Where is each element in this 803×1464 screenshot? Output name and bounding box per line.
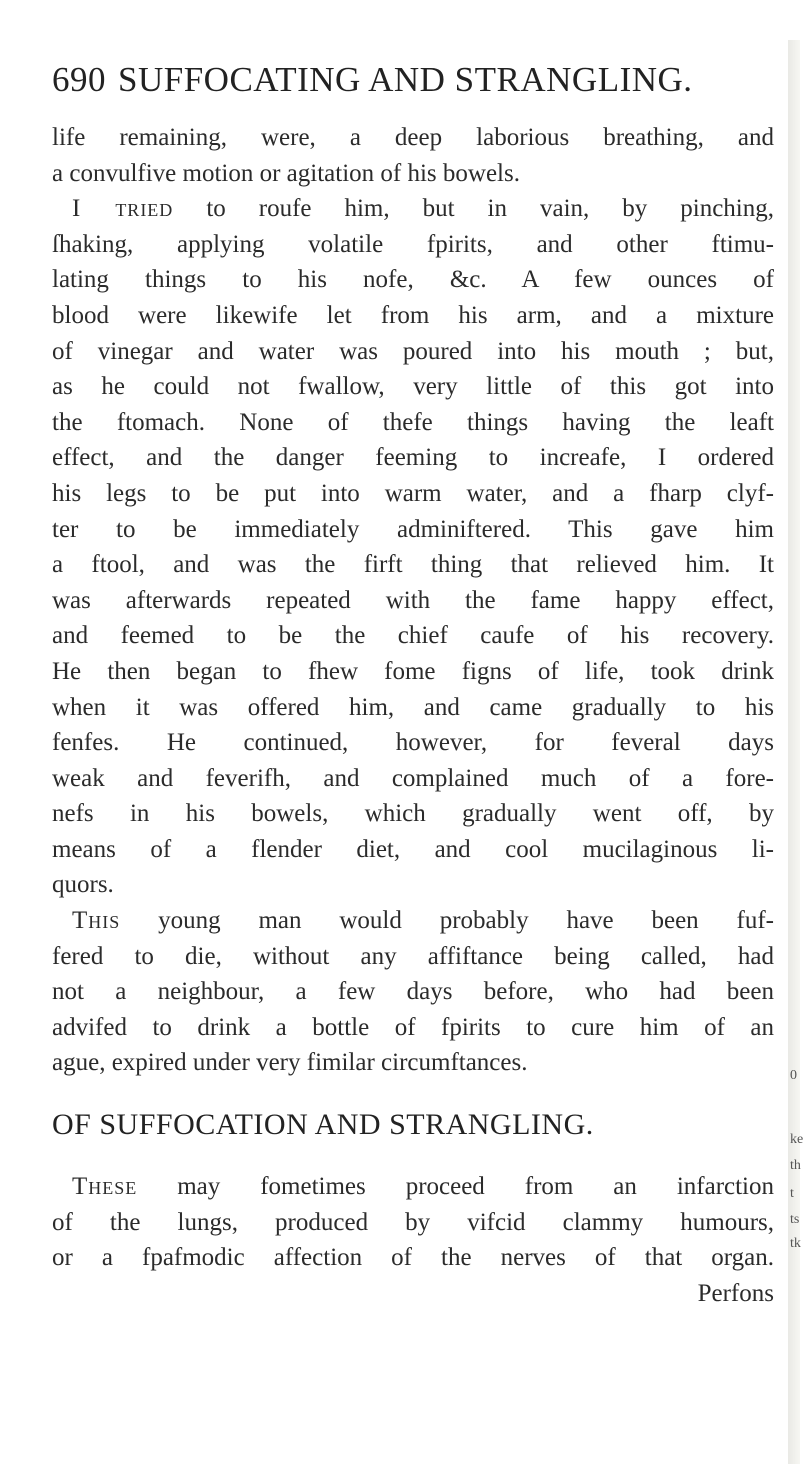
body-text (52, 120, 774, 1311)
text-line: of the lungs, produced by vifcid clammy humours, (52, 1208, 774, 1236)
paragraph (52, 120, 774, 191)
paragraph-lead: This (72, 907, 121, 935)
text-line (52, 191, 774, 227)
paragraph-lead: I tried (72, 195, 174, 223)
paragraph (52, 191, 774, 903)
text-line: weak and feverifh, and complained much of a fore- (52, 764, 774, 792)
text-line: his legs to be put into warm water, and a fharp clyf- (52, 479, 774, 507)
running-title: SUFFOCATING AND STRANGLING. (118, 60, 693, 99)
text-line: was afterwards repeated with the fame happy effect, (52, 586, 774, 614)
text-line: blood were likewife let from his arm, and a mixture (52, 301, 774, 329)
text-line: not a neighbour, a few days before, who had been (52, 978, 774, 1006)
text-line (52, 1169, 774, 1205)
edge-mark: 0 (790, 1068, 797, 1083)
paragraph (52, 903, 774, 1081)
edge-mark: ts (790, 1212, 800, 1227)
text-line: life remaining, were, a deep laborious breathing, and (52, 124, 774, 151)
text-line: advifed to drink a bottle of fpirits to cure him of an (52, 1013, 774, 1041)
text-line: lating things to his nofe, &c. A few ounces of (52, 266, 774, 294)
text-line: ague, expired under very fimilar circumftances. (52, 1049, 528, 1077)
text-line: He then began to fhew fome figns of life, took drink (52, 657, 774, 685)
text-line-rest: young man would probably have been fuf- (158, 907, 774, 935)
text-line: a convulfive motion or agitation of his bowels. (52, 159, 520, 187)
text-line-rest: may fometimes proceed from an infarction (177, 1173, 775, 1201)
edge-mark: th (790, 1158, 801, 1173)
text-line: fenfes. He continued, however, for feveral days (52, 729, 774, 757)
text-line: quors. (52, 871, 114, 899)
text-line: effect, and the danger feeming to increafe, I ordered (52, 444, 774, 472)
text-line: ter to be immediately adminiftered. This gave him (52, 515, 774, 543)
edge-mark: ke (790, 1132, 803, 1147)
section-heading: OF SUFFOCATION AND STRANGLING. (52, 1108, 594, 1142)
catchword: Perfons (697, 1279, 774, 1307)
text-line: nefs in his bowels, which gradually went off, by (52, 800, 774, 828)
text-line: as he could not fwallow, very little of this got into (52, 373, 774, 401)
edge-mark: tk (790, 1236, 801, 1251)
paragraph-lead: These (72, 1173, 138, 1201)
text-line: ſhaking, applying volatile fpirits, and other ftimu- (52, 230, 774, 258)
text-line-rest: to roufe him, but in vain, by pinching, (206, 195, 774, 223)
text-line (52, 903, 774, 939)
text-line: and feemed to be the chief caufe of his recovery. (52, 622, 774, 650)
text-line: means of a flender diet, and cool mucilaginous li- (52, 835, 774, 863)
text-line: or a fpafmodic affection of the nerves of that organ. (52, 1244, 774, 1272)
text-line: fered to die, without any affiftance being called, had (52, 942, 774, 970)
page-number: 690 (52, 60, 106, 99)
paragraph (52, 1169, 774, 1276)
running-head (52, 60, 772, 100)
text-line: when it was offered him, and came gradually to his (52, 693, 774, 721)
text-line: a ftool, and was the firft thing that relieved him. It (52, 551, 774, 579)
edge-mark: t (790, 1186, 794, 1201)
text-line: of vinegar and water was poured into his mouth ; but, (52, 337, 774, 365)
text-line: the ftomach. None of thefe things having the leaft (52, 408, 774, 436)
